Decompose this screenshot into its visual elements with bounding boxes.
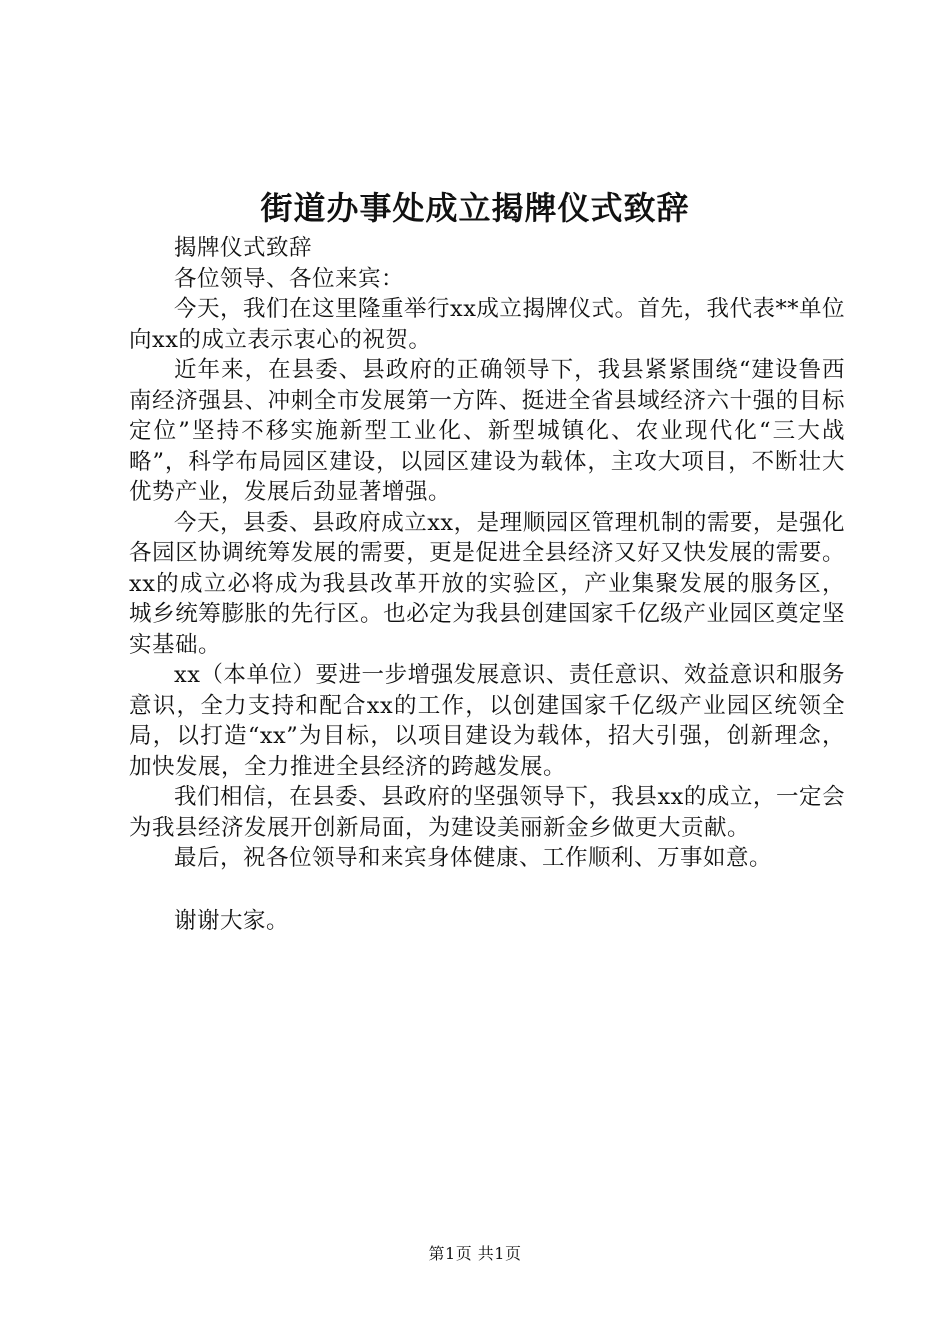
paragraph-opening: 今天，我们在这里隆重举行xx成立揭牌仪式。首先，我代表**单位向xx的成立表示衷心的祝贺。	[129, 296, 845, 353]
paragraph-salutation: 各位领导、各位来宾：	[174, 265, 405, 292]
paragraph-purpose: 今天，县委、县政府成立xx，是理顺园区管理机制的需要，是强化各园区协调统筹发展的需要，更是促进全县经济又好又快发展的需要。xx的成立必将成为我县改革开放的实验区，产业集聚发展的服务区，城乡统筹膨胀的先行区。也必定为我县创建国家千亿级产业园区奠定坚实基础。	[129, 509, 845, 658]
paragraph-commitment: xx（本单位）要进一步增强发展意识、责任意识、效益意识和服务意识，全力支持和配合xx的工作，以创建国家千亿级产业园区统领全局，以打造“xx”为目标，以项目建设为载体，招大引强，创新理念，加快发展，全力推进全县经济的跨越发展。	[129, 662, 845, 780]
paragraph-subtitle: 揭牌仪式致辞	[174, 235, 313, 261]
page-footer: 第1页 共1页	[428, 1244, 522, 1263]
document-body	[129, 233, 845, 936]
paragraph-closing: 谢谢大家。	[174, 907, 290, 934]
document-title: 街道办事处成立揭牌仪式致辞	[260, 189, 690, 227]
paragraph-belief: 我们相信，在县委、县政府的坚强领导下，我县xx的成立，一定会为我县经济发展开创新局面，为建设美丽新金乡做更大贡献。	[129, 784, 845, 841]
paragraph-background: 近年来，在县委、县政府的正确领导下，我县紧紧围绕“建设鲁西南经济强县、冲刺全市发展第一方阵、挺进全省县域经济六十强的目标定位”坚持不移实施新型工业化、新型城镇化、农业现代化“三大战略”，科学布局园区建设，以园区建设为载体，主攻大项目，不断壮大优势产业，发展后劲显著增强。	[129, 357, 845, 505]
paragraph-wishes: 最后，祝各位领导和来宾身体健康、工作顺利、万事如意。	[174, 845, 773, 871]
